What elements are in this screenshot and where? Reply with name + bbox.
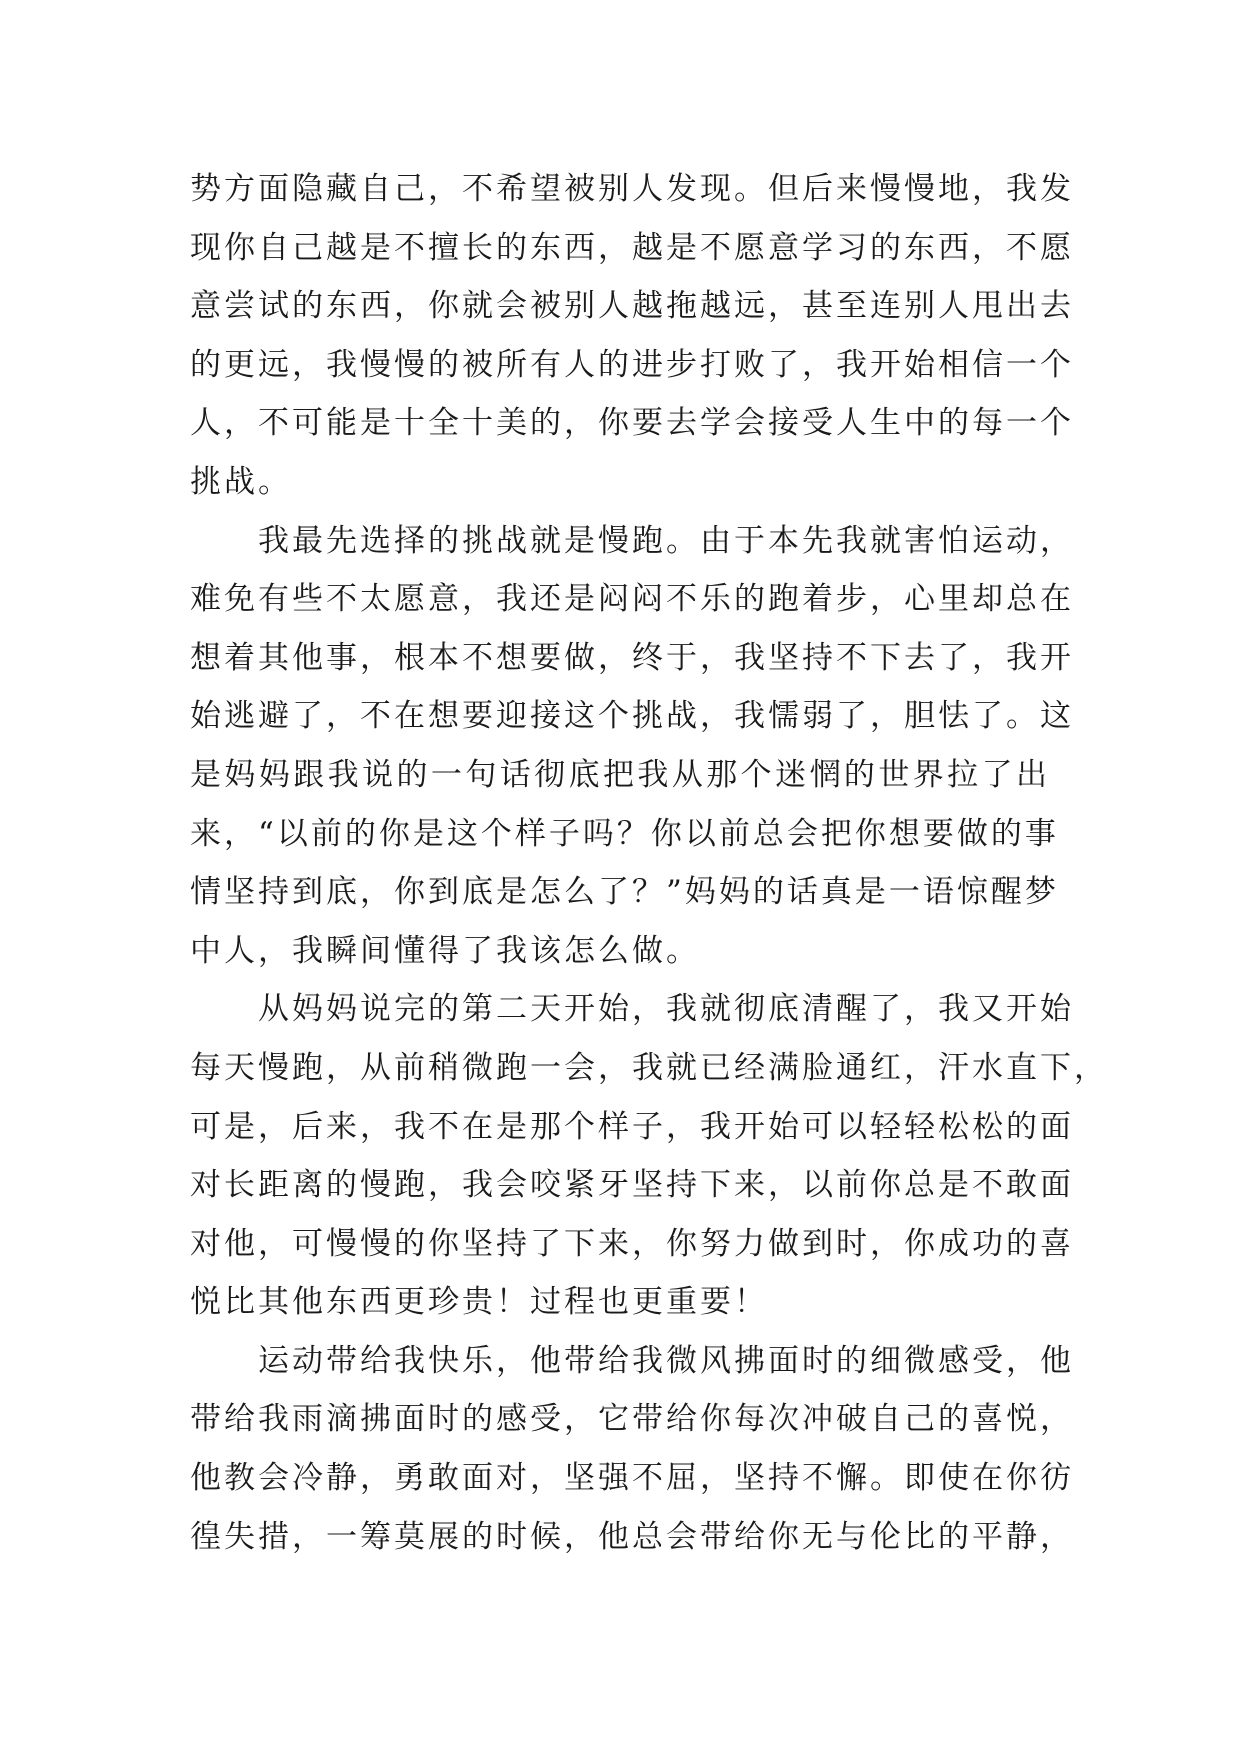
text-line: 势方面隐藏自己，不希望被别人发现。但后来慢慢地，我发 [190, 171, 1074, 207]
text-line: 带给我雨滴拂面时的感受，它带给你每次冲破自己的喜悦， [190, 1401, 1074, 1438]
text-line: 每天慢跑，从前稍微跑一会，我就已经满脸通红，汗水直下， [190, 1049, 1108, 1086]
text-line: 对长距离的慢跑，我会咬紧牙坚持下来，以前你总是不敢面 [190, 1167, 1074, 1204]
text-line: 悦比其他东西更珍贵！过程也更重要！ [190, 1284, 768, 1321]
text-line: 情坚持到底，你到底是怎么了？”妈妈的话真是一语惊醒梦 [190, 874, 1059, 911]
text-line: 是妈妈跟我说的一句话彻底把我从那个迷惘的世界拉了出 [190, 756, 1050, 793]
text-line: 的更远，我慢慢的被所有人的进步打败了，我开始相信一个 [190, 346, 1074, 383]
body-text [190, 160, 1108, 1566]
text-line: 运动带给我快乐，他带给我微风拂面时的细微感受，他 [190, 1342, 1074, 1379]
text-line: 现你自己越是不擅长的东西，越是不愿意学习的东西，不愿 [190, 229, 1074, 266]
text-line: 徨失措，一筹莫展的时候，他总会带给你无与伦比的平静， [190, 1518, 1074, 1555]
text-line: 可是，后来，我不在是那个样子，我开始可以轻轻松松的面 [190, 1108, 1074, 1145]
text-line: 我最先选择的挑战就是慢跑。由于本先我就害怕运动， [190, 522, 1074, 559]
text-line: 想着其他事，根本不想要做，终于，我坚持不下去了，我开 [190, 639, 1074, 676]
text-line: 来，“以前的你是这个样子吗？你以前总会把你想要做的事 [190, 815, 1059, 852]
text-line: 意尝试的东西，你就会被别人越拖越远，甚至连别人甩出去 [190, 288, 1074, 325]
text-line: 挑战。 [190, 463, 292, 500]
text-line: 人，不可能是十全十美的，你要去学会接受人生中的每一个 [190, 405, 1074, 442]
text-line: 从妈妈说完的第二天开始，我就彻底清醒了，我又开始 [190, 991, 1074, 1028]
text-line: 始逃避了，不在想要迎接这个挑战，我懦弱了，胆怯了。这 [190, 698, 1074, 735]
text-line: 他教会冷静，勇敢面对，坚强不屈，坚持不懈。即使在你彷 [190, 1460, 1074, 1497]
text-line: 难免有些不太愿意，我还是闷闷不乐的跑着步，心里却总在 [190, 581, 1074, 618]
text-line: 中人，我瞬间懂得了我该怎么做。 [190, 932, 700, 969]
text-line: 对他，可慢慢的你坚持了下来，你努力做到时，你成功的喜 [190, 1225, 1074, 1262]
